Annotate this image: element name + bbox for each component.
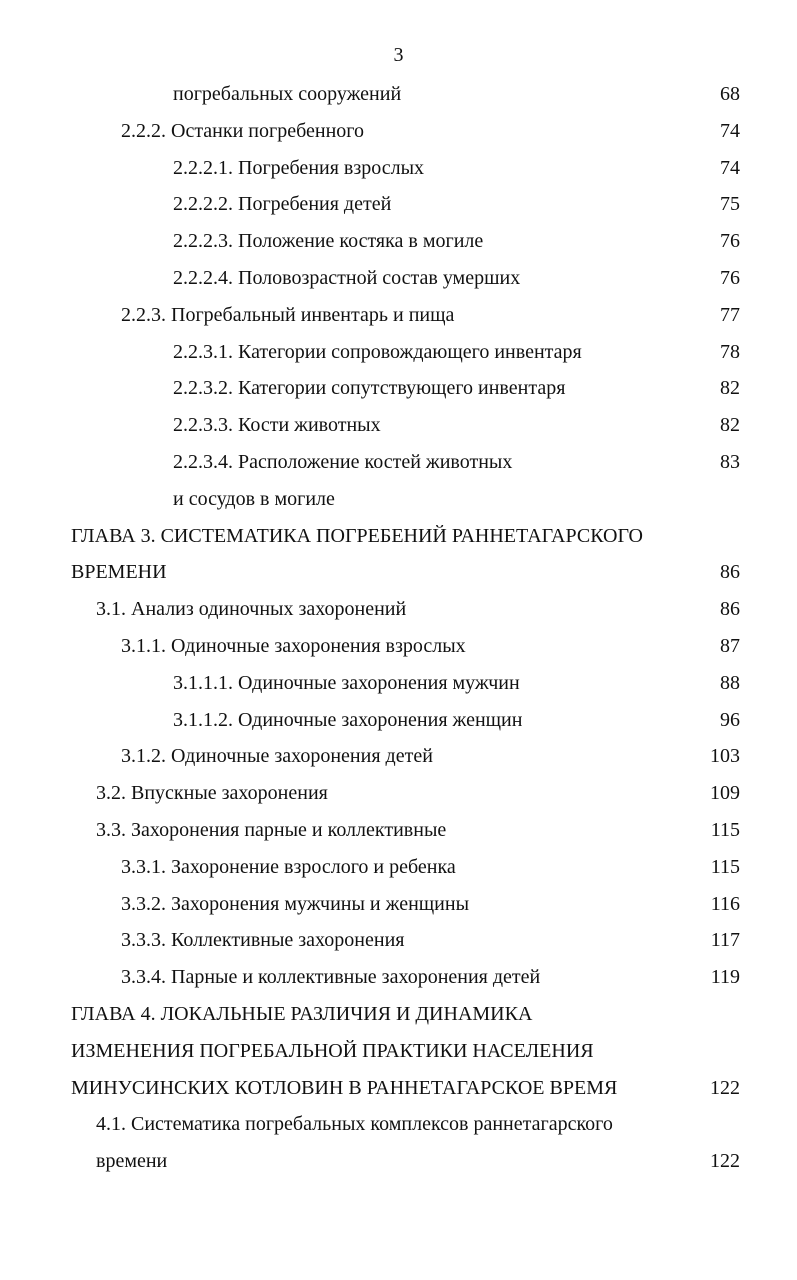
toc-entry — [0, 849, 797, 886]
toc-entry-page: 96 — [720, 708, 740, 731]
toc-entry-page: 82 — [720, 377, 740, 400]
toc-entry-title: времени — [96, 1150, 168, 1173]
toc-entry-title: 2.2.3. Погребальный инвентарь и пища — [121, 303, 455, 326]
toc-entry-title: ГЛАВА 3. СИСТЕМАТИКА ПОГРЕБЕНИЙ РАННЕТАГАРСКОГО — [71, 524, 643, 547]
toc-entry — [0, 150, 797, 187]
toc-entry-page: 75 — [720, 193, 740, 216]
toc-entry-title: 2.2.2.1. Погребения взрослых — [173, 156, 425, 179]
toc-entry — [0, 702, 797, 739]
toc-entry-title: погребальных сооружений — [173, 83, 402, 105]
toc-entry-title: 2.2.3.1. Категории сопровождающего инвентаря — [173, 340, 582, 363]
toc-entry-title: 2.2.2. Останки погребенного — [121, 119, 364, 142]
toc-entry — [0, 334, 797, 371]
toc-entry-page: 88 — [720, 671, 740, 694]
toc-entry — [0, 444, 797, 481]
toc-entry-title: и сосудов в могиле — [173, 487, 335, 510]
toc-entry-page: 83 — [720, 450, 740, 473]
toc-entry-title: 3.2. Впускные захоронения — [96, 782, 328, 805]
toc-entry-page: 103 — [710, 745, 740, 768]
toc-entry-title: 2.2.2.2. Погребения детей — [173, 193, 392, 216]
table-of-contents — [0, 76, 797, 1180]
toc-entry-title: ИЗМЕНЕНИЯ ПОГРЕБАЛЬНОЙ ПРАКТИКИ НАСЕЛЕНИЯ — [71, 1039, 594, 1062]
toc-entry — [0, 775, 797, 812]
toc-entry-page: 82 — [720, 414, 740, 437]
toc-entry — [0, 1106, 797, 1143]
toc-entry-page: 117 — [710, 929, 740, 952]
toc-entry — [0, 1143, 797, 1180]
toc-entry-title: 3.1.1.1. Одиночные захоронения мужчин — [173, 671, 520, 694]
toc-entry-title: 2.2.3.4. Расположение костей животных — [173, 450, 513, 473]
toc-entry-page: 119 — [710, 966, 740, 989]
toc-entry-page: 87 — [720, 634, 740, 657]
toc-entry — [0, 186, 797, 223]
toc-entry — [0, 481, 797, 518]
toc-entry — [0, 297, 797, 334]
toc-entry-title: 3.3.1. Захоронение взрослого и ребенка — [121, 855, 456, 878]
toc-entry-title: ВРЕМЕНИ — [71, 561, 167, 584]
toc-entry-page: 115 — [710, 855, 740, 878]
toc-entry-page: 109 — [710, 782, 740, 805]
toc-entry — [0, 996, 797, 1033]
toc-entry — [0, 628, 797, 665]
toc-entry-title: 2.2.3.3. Кости животных — [173, 414, 381, 437]
toc-entry — [0, 812, 797, 849]
toc-entry — [0, 260, 797, 297]
toc-entry-title: 3.3.3. Коллективные захоронения — [121, 929, 405, 952]
toc-entry-title: 3.1.1.2. Одиночные захоронения женщин — [173, 708, 523, 731]
toc-entry-page: 76 — [720, 230, 740, 253]
toc-entry-page: 122 — [710, 1076, 740, 1099]
toc-entry — [0, 1070, 797, 1107]
toc-entry — [0, 959, 797, 996]
toc-entry-title: 2.2.3.2. Категории сопутствующего инвентаря — [173, 377, 566, 400]
toc-entry-title: 2.2.2.3. Положение костяка в могиле — [173, 230, 484, 253]
page-number: 3 — [393, 44, 404, 66]
toc-entry-page: 86 — [720, 561, 740, 584]
toc-entry — [0, 665, 797, 702]
toc-entry-page: 116 — [710, 892, 740, 915]
toc-entry — [0, 76, 797, 113]
toc-entry — [0, 554, 797, 591]
toc-entry — [0, 518, 797, 555]
toc-entry — [0, 591, 797, 628]
toc-entry-title: 4.1. Систематика погребальных комплексов раннетагарского — [96, 1113, 613, 1136]
toc-entry — [0, 1033, 797, 1070]
toc-entry-title: 2.2.2.4. Половозрастной состав умерших — [173, 266, 521, 289]
toc-entry — [0, 113, 797, 150]
toc-entry-title: 3.1.2. Одиночные захоронения детей — [121, 745, 433, 768]
toc-entry — [0, 407, 797, 444]
toc-entry-page: 68 — [720, 83, 740, 105]
toc-entry — [0, 223, 797, 260]
toc-entry-title: ГЛАВА 4. ЛОКАЛЬНЫЕ РАЗЛИЧИЯ И ДИНАМИКА — [71, 1002, 533, 1025]
toc-entry-title: 3.1. Анализ одиночных захоронений — [96, 598, 407, 621]
toc-entry — [0, 886, 797, 923]
toc-entry-page: 74 — [720, 119, 740, 142]
toc-entry — [0, 370, 797, 407]
toc-entry — [0, 738, 797, 775]
toc-entry-page: 77 — [720, 303, 740, 326]
toc-entry-page: 74 — [720, 156, 740, 179]
toc-entry-title: 3.3. Захоронения парные и коллективные — [96, 818, 447, 841]
toc-entry-page: 122 — [710, 1150, 740, 1173]
toc-entry-page: 76 — [720, 266, 740, 289]
toc-entry-title: 3.3.2. Захоронения мужчины и женщины — [121, 892, 470, 915]
toc-entry-title: 3.1.1. Одиночные захоронения взрослых — [121, 634, 466, 657]
toc-entry-page: 78 — [720, 340, 740, 363]
toc-entry-page: 115 — [710, 818, 740, 841]
toc-entry-page: 86 — [720, 598, 740, 621]
toc-entry-title: 3.3.4. Парные и коллективные захоронения детей — [121, 966, 541, 989]
toc-entry-title: МИНУСИНСКИХ КОТЛОВИН В РАННЕТАГАРСКОЕ ВРЕМЯ — [71, 1076, 618, 1099]
toc-entry — [0, 922, 797, 959]
